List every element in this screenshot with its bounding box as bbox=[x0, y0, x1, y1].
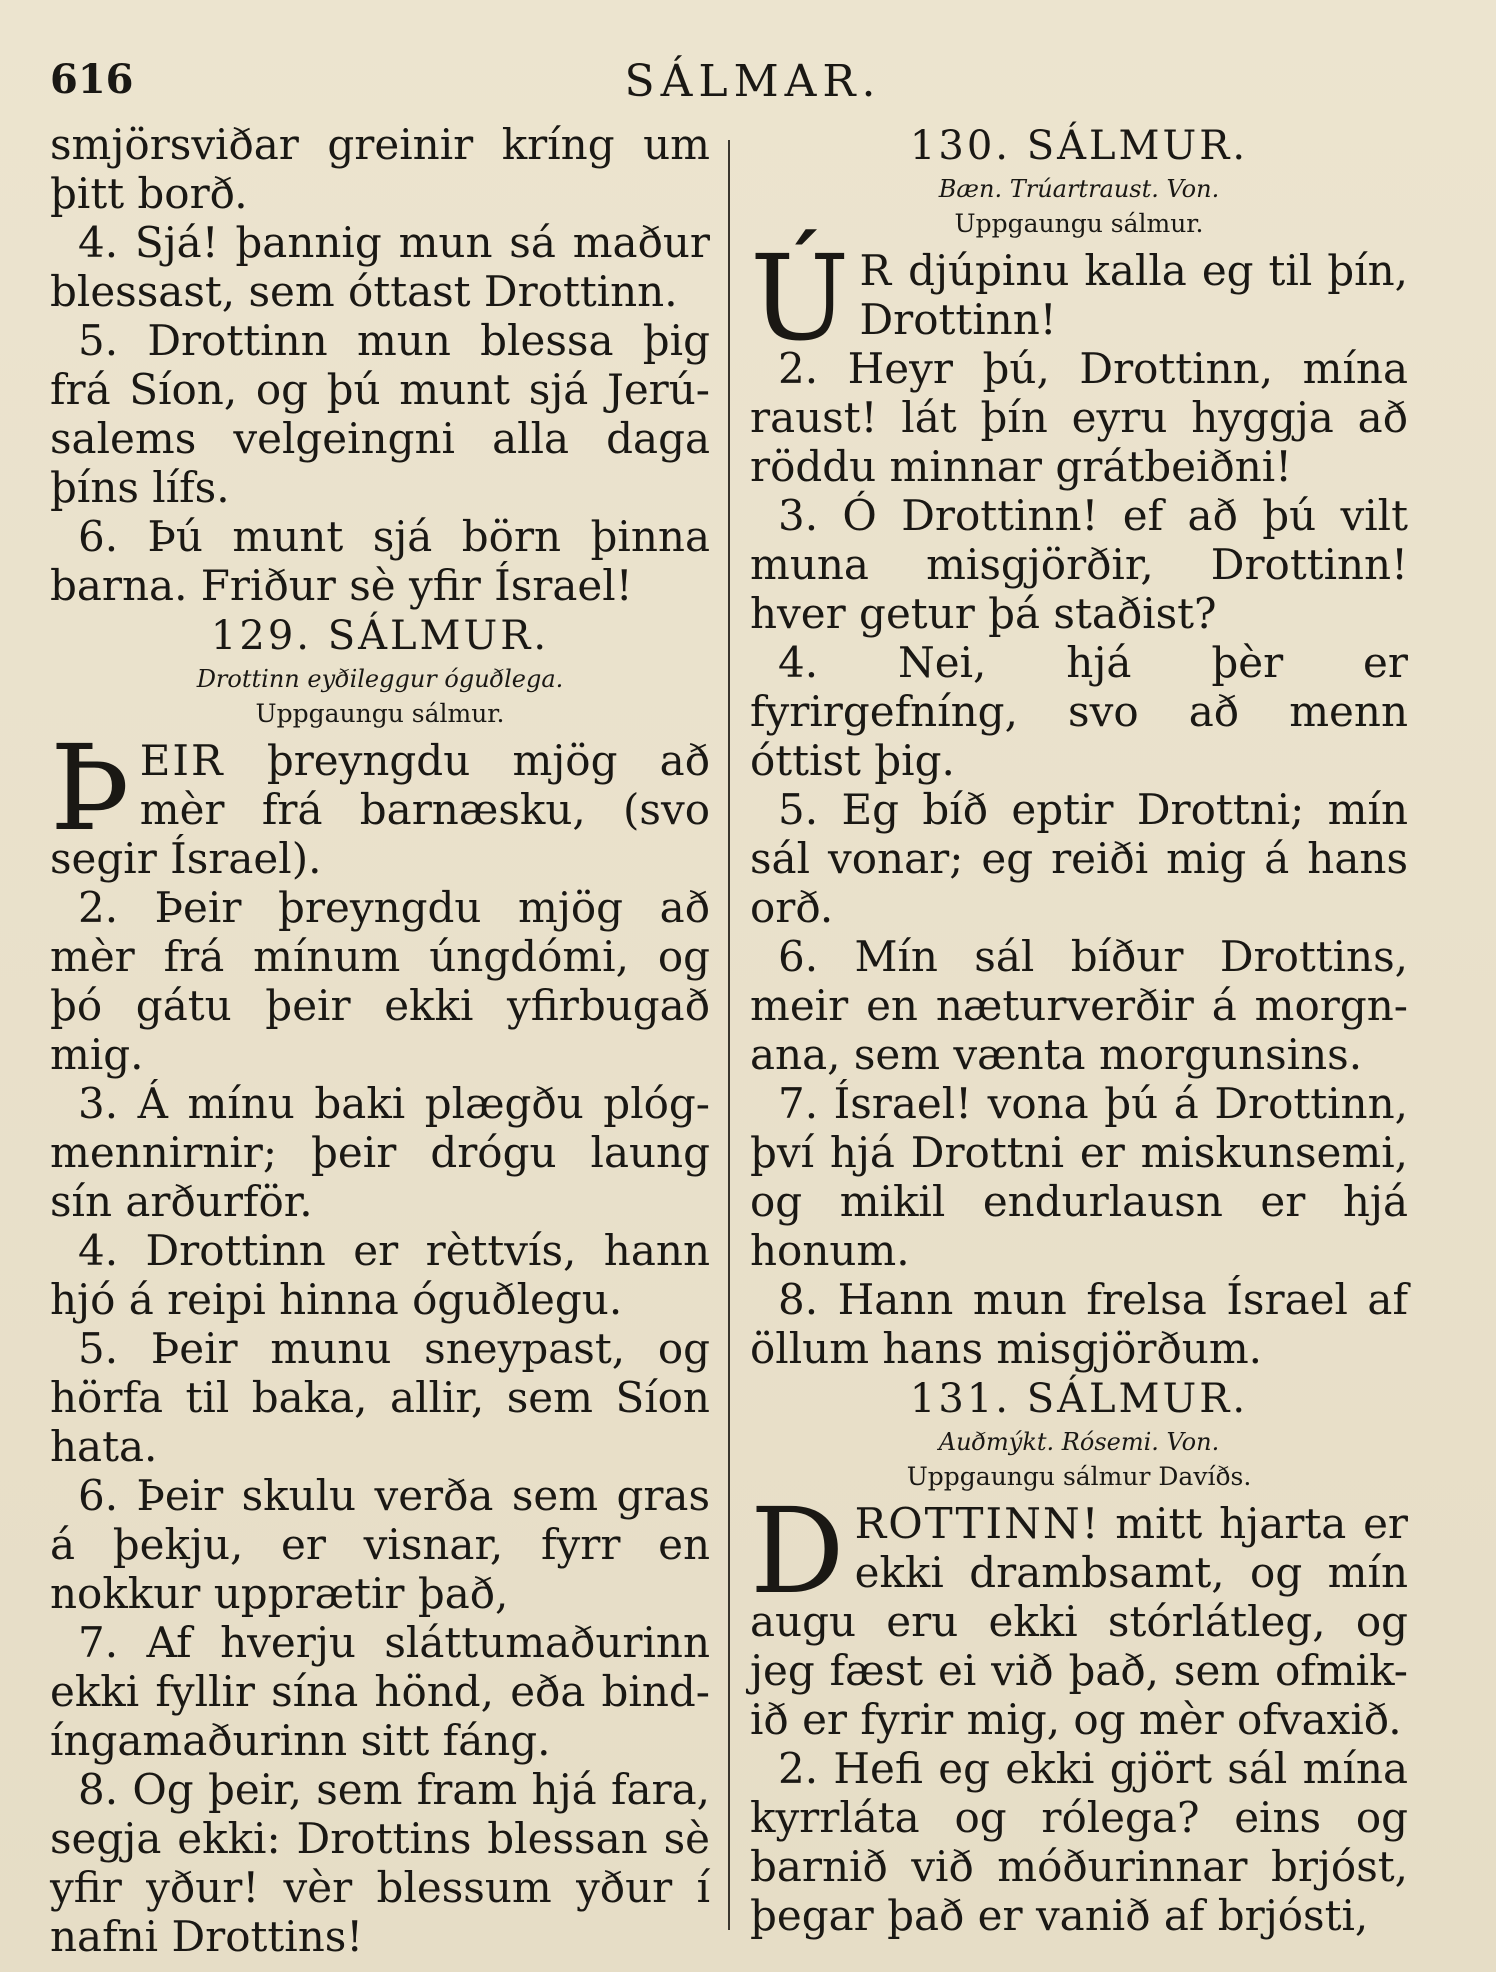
psalm-heading: 131. SÁLMUR. bbox=[909, 1376, 1249, 1422]
verse: 7. Af hverju sláttumaðurinn ekki fyllir sína hönd, eða bind-íngamaðurinn sitt fáng. bbox=[50, 1618, 710, 1765]
left-column bbox=[50, 120, 710, 1961]
verse: 5. Drottinn mun blessa þig frá Síon, og þú munt sjá Jerú-salems velgeingni alla daga þíns lífs. bbox=[50, 316, 710, 512]
verse: 3. Ó Drottinn! ef að þú vilt muna misgjörðir, Drottinn! hver getur þá staðist? bbox=[750, 491, 1408, 638]
lead-capitals: EIR bbox=[139, 736, 225, 785]
verse: 6. Mín sál bíður Drottins, meir en næturverðir á morgn-ana, sem vænta morgunsins. bbox=[750, 932, 1408, 1079]
verse: 4. Nei, hjá þèr er fyrirgefníng, svo að menn óttist þig. bbox=[750, 638, 1408, 785]
psalm-heading: 130. SÁLMUR. bbox=[909, 123, 1249, 169]
verse: 2. Heyr þú, Drottinn, mína raust! lát þín eyru hyggja að röddu minnar grátbeiðni! bbox=[750, 344, 1408, 491]
psalm-subtitle: Drottinn eyðileggur óguðlega. bbox=[196, 665, 564, 693]
psalm-opening bbox=[750, 229, 1408, 367]
psalm-instruction: Uppgaungu sálmur. bbox=[954, 209, 1204, 238]
verse: 4. Sjá! þannig mun sá maður blessast, sem óttast Drottinn. bbox=[50, 218, 710, 316]
verse: 3. Á mínu baki plægðu plóg-mennirnir; þeir drógu laung sín arðurför. bbox=[50, 1079, 710, 1226]
psalm-opening bbox=[750, 1482, 1408, 1744]
verse: 8. Hann mun frelsa Ísrael af öllum hans misgjörðum. bbox=[750, 1275, 1408, 1373]
lead-capitals: R bbox=[859, 246, 894, 295]
psalm-heading: 129. SÁLMUR. bbox=[210, 613, 550, 659]
column-divider bbox=[728, 140, 730, 1930]
running-title: SÁLMAR. bbox=[624, 56, 882, 107]
verse: 5. Þeir munu sneypast, og hörfa til baka, allir, sem Síon hata. bbox=[50, 1324, 710, 1471]
opening-text: þreyngdu mjög að mèr frá barnæsku, (svo segir Ísrael). bbox=[50, 736, 710, 883]
drop-cap: Ú bbox=[750, 229, 850, 367]
lead-capitals: ROTTINN bbox=[854, 1499, 1082, 1548]
verse: 2. Hefi eg ekki gjört sál mína kyrrláta og rólega? eins og barnið við móðurinnar brjóst, þegar það er vanið af brjósti, bbox=[750, 1744, 1408, 1940]
verse: 8. Og þeir, sem fram hjá fara, segja ekki: Drottins blessan sè yfir yður! vèr blessum yður í nafni Drottins! bbox=[50, 1765, 710, 1961]
psalm-subtitle: Auðmýkt. Rósemi. Von. bbox=[938, 1428, 1220, 1456]
drop-cap: Þ bbox=[50, 719, 130, 857]
psalm-subtitle: Bæn. Trúartraust. Von. bbox=[938, 175, 1220, 203]
opening-text: ! mitt hjarta er ekki drambsamt, og mín augu eru ekki stórlátleg, og jeg fæst ei við það, sem ofmik-ið er fyrir mig, og mèr ofvaxið. bbox=[750, 1499, 1408, 1744]
psalm-instruction: Uppgaungu sálmur Davíðs. bbox=[906, 1462, 1252, 1491]
psalm-opening bbox=[50, 719, 710, 883]
psalm-instruction: Uppgaungu sálmur. bbox=[255, 699, 505, 728]
opening-text: djúpinu kalla eg til þín, Drottinn! bbox=[859, 246, 1408, 344]
running-head bbox=[50, 48, 1456, 108]
drop-cap: D bbox=[750, 1482, 845, 1620]
verse: 2. Þeir þreyngdu mjög að mèr frá mínum úngdómi, og þó gátu þeir ekki yfirbugað mig. bbox=[50, 883, 710, 1079]
verse: 7. Ísrael! vona þú á Drottinn, því hjá Drottni er miskunsemi, og mikil endurlausn er hjá honum. bbox=[750, 1079, 1408, 1275]
verse-continuation: smjörsviðar greinir kríng um þitt borð. bbox=[50, 120, 710, 218]
verse: 6. Þú munt sjá börn þinna barna. Friður sè yfir Ísrael! bbox=[50, 512, 710, 610]
page-number: 616 bbox=[50, 56, 134, 103]
right-column bbox=[750, 120, 1408, 1940]
verse: 4. Drottinn er rèttvís, hann hjó á reipi hinna óguðlegu. bbox=[50, 1226, 710, 1324]
verse: 5. Eg bíð eptir Drottni; mín sál vonar; eg reiði mig á hans orð. bbox=[750, 785, 1408, 932]
verse: 6. Þeir skulu verða sem gras á þekju, er visnar, fyrr en nokkur upprætir það, bbox=[50, 1471, 710, 1618]
